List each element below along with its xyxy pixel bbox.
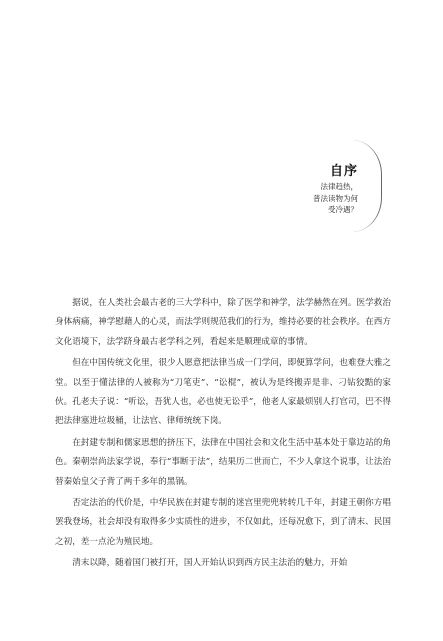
body-text [55, 294, 391, 576]
subtitle-line: 普法读物为何 [313, 193, 358, 203]
preface-subtitle [313, 181, 358, 216]
paragraph: 据说，在人类社会最古老的三大学科中，除了医学和神学，法学赫然在列。医学救治身体病痛，神学慰藉人的心灵，而法学则规范我们的行为，维持必要的社会秩序。在西方文化语境下，法学跻身最古老学科之列，看起来是顺理成章的事情。 [55, 298, 391, 347]
page-title: 自序 [329, 164, 358, 179]
paragraph: 清末以降，随着国门被打开，国人开始认识到西方民主法治的魅力，开始 [72, 558, 348, 569]
paragraph: 在封建专制和儒家思想的挤压下，法律在中国社会和文化生活中基本处于靠边站的角色。秦朝崇尚法家学说，奉行“事断于法”，结果历二世而亡，不少人拿这个说事，让法治替秦始皇父子背了两千多年的黑锅。 [55, 437, 391, 487]
paragraph: 但在中国传统文化里，很少人愿意把法律当成一门学问，即便算学问，也难登大雅之堂。以至于懂法律的人被称为“刀笔吏”、“讼棍”，被认为是终搬弄是非、刁钻狡黠的家伙。孔老夫子说：“听讼，吾犹人也，必也使无讼乎”，他老人家最烦别人打官司，巴不得把法律塞进垃圾桶，让法官、律师统统下岗。 [55, 358, 391, 427]
preface-heading-block [270, 140, 380, 232]
subtitle-line: 受冷遇？ [328, 205, 358, 214]
subtitle-line: 法律趋热， [320, 182, 358, 191]
paragraph: 否定法治的代价是，中华民族在封建专制的迷宫里兜兜转转几千年，封建王朝你方唱罢我登场，社会却没有取得多少实质性的进步，不仅如此，还每况愈下，到了清末、民国之初，差一点沦为殖民地。 [55, 498, 391, 547]
